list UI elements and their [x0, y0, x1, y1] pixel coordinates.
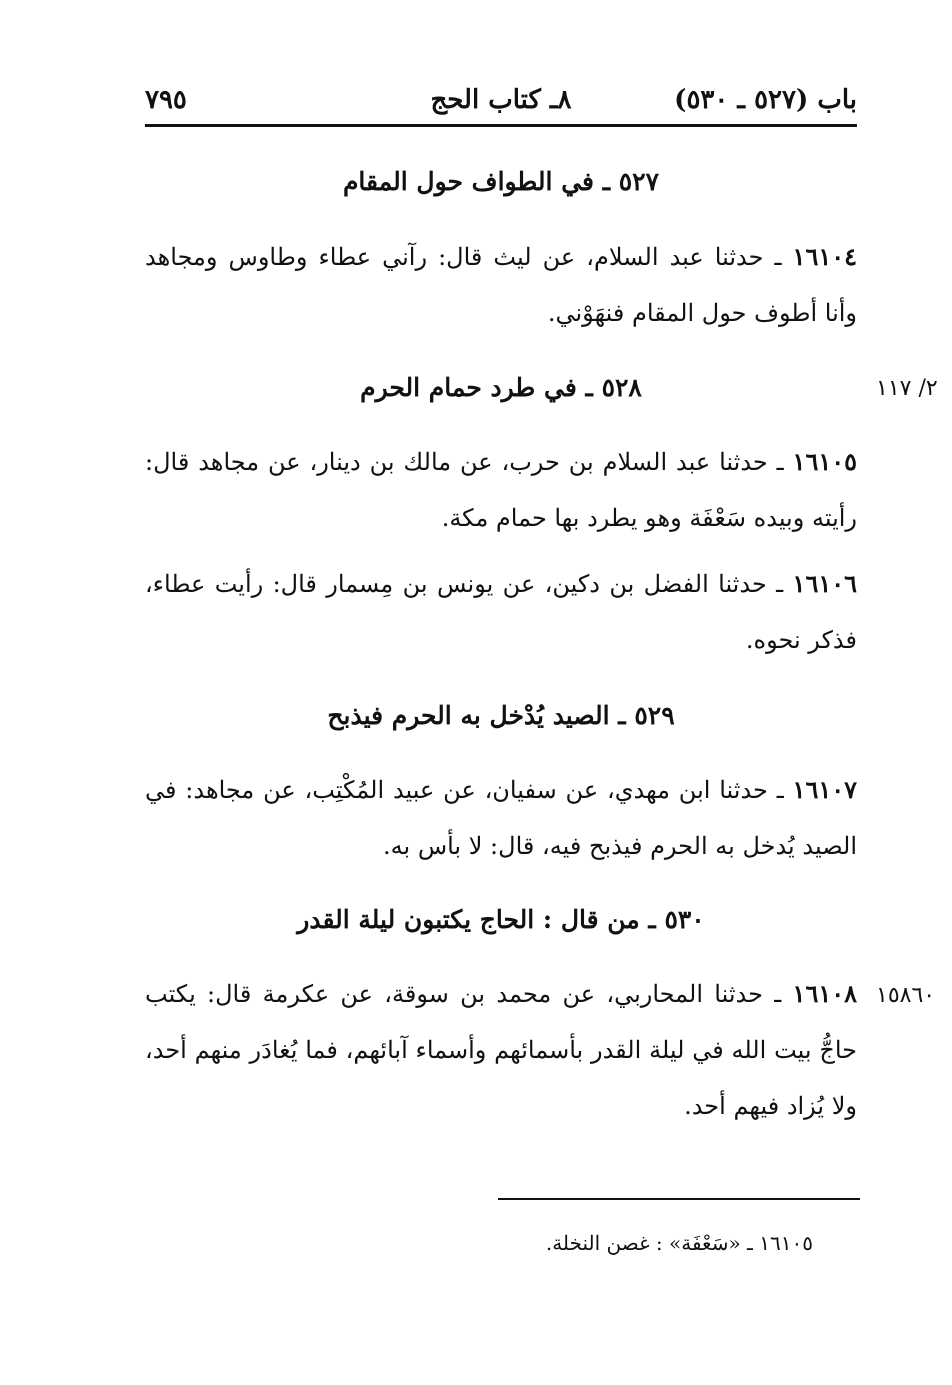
margin-reference: ٢/ ١١٧ [876, 376, 938, 401]
chapter-range: باب (٥٢٧ ـ ٥٣٠) [674, 85, 857, 115]
entry-number: ١٦١٠٤ [792, 242, 857, 271]
section-title-529: ٥٢٩ ـ الصيد يُدْخل به الحرم فيذبح [327, 701, 675, 730]
entry-16105 [145, 434, 857, 546]
footnote: ١٦١٠٥ ـ «سَعْفَة» : غصن النخلة. [545, 1231, 813, 1255]
page-number: ٧٩٥ [145, 85, 187, 115]
header-rule [145, 124, 857, 127]
entry-number: ١٦١٠٦ [792, 569, 857, 598]
entry-number: ١٦١٠٧ [792, 775, 857, 804]
entry-text: ـ حدثنا المحاربي، عن محمد بن سوقة، عن عكرمة قال: يكتب حاجُّ بيت الله في ليلة القدر بأسمائهم وأسماء آبائهم، فما يُغادَر منهم أحد، ولا يُزاد فيهم أحد. [145, 980, 857, 1120]
entry-text: ـ حدثنا الفضل بن دكين، عن يونس بن مِسمار قال: رأيت عطاء، فذكر نحوه. [145, 570, 857, 654]
entry-number: ١٦١٠٨ [792, 979, 857, 1008]
entry-text: ـ حدثنا عبد السلام بن حرب، عن مالك بن دينار، عن مجاهد قال: رأيته وبيده سَعْفَة وهو يطرد بها حمام مكة. [145, 448, 857, 532]
margin-reference: ١٥٨٦٠ [876, 983, 936, 1008]
section-title-527: ٥٢٧ ـ في الطواف حول المقام [342, 167, 660, 196]
entry-16104 [145, 229, 857, 341]
entry-16107 [145, 762, 857, 874]
footnote-rule [498, 1198, 860, 1200]
section-title-528: ٥٢٨ ـ في طرد حمام الحرم [360, 373, 642, 402]
entry-16106 [145, 556, 857, 668]
page-header [145, 78, 857, 122]
book-title: ٨ـ كتاب الحج [430, 85, 572, 115]
entry-16108 [145, 966, 857, 1134]
entry-number: ١٦١٠٥ [792, 447, 857, 476]
entry-text: ـ حدثنا ابن مهدي، عن سفيان، عن عبيد المُكْتِب، عن مجاهد: في الصيد يُدخل به الحرم فيذبح فيه، قال: لا بأس به. [145, 776, 857, 860]
section-title-530: ٥٣٠ ـ من قال : الحاج يكتبون ليلة القدر [297, 905, 705, 934]
entry-text: ـ حدثنا عبد السلام، عن ليث قال: رآني عطاء وطاوس ومجاهد وأنا أطوف حول المقام فنهَوْني. [145, 243, 857, 327]
